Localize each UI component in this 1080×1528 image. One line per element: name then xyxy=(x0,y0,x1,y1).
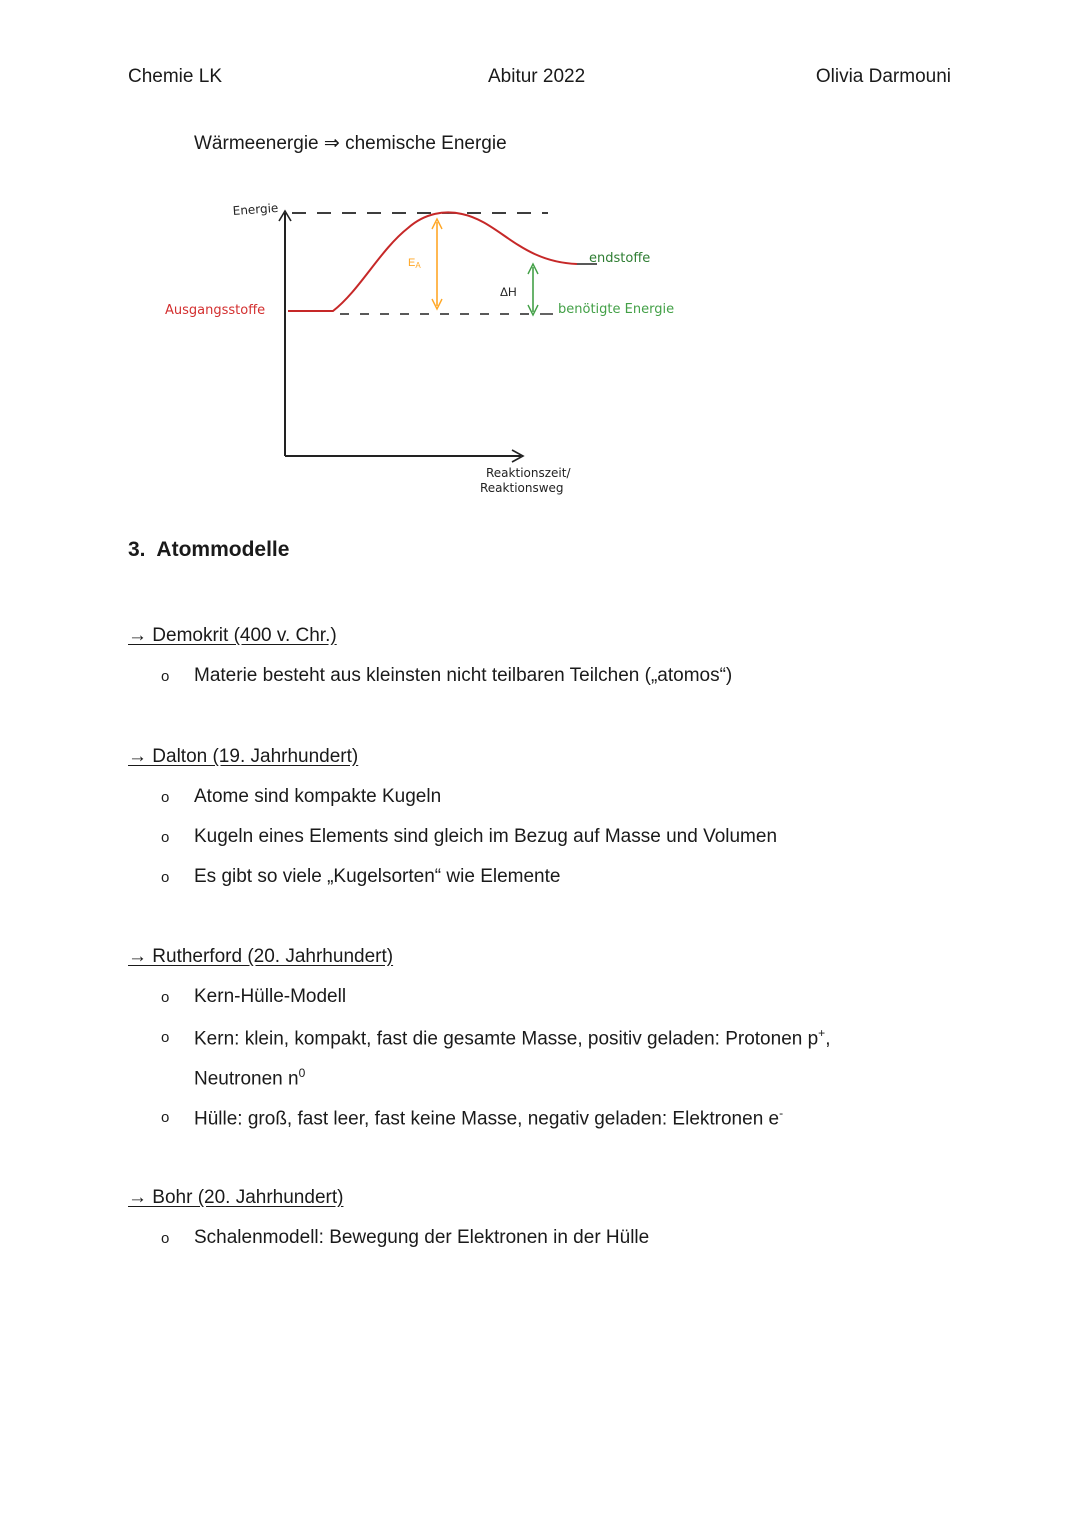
header-exam: Abitur 2022 xyxy=(488,66,586,87)
model-heading-demokrit: → Demokrit (400 v. Chr.) xyxy=(128,625,337,646)
bullet-text-huelle: Hülle: groß, fast leer, fast keine Masse, negativ geladen: Elektronen e- xyxy=(194,1106,784,1130)
section-title: 3. Atommodelle xyxy=(128,538,290,561)
header-author: Olivia Darmouni xyxy=(815,66,951,87)
bullet-text-kern: Kern: klein, kompakt, fast die gesamte Masse, positiv geladen: Protonen p+, xyxy=(194,1026,831,1050)
model-heading-dalton: → Dalton (19. Jahrhundert) xyxy=(128,746,359,767)
required-energy-label: benötigte Energie xyxy=(558,302,675,317)
model-heading-rutherford: → Rutherford (20. Jahrhundert) xyxy=(128,946,394,967)
header-subject: Chemie LK xyxy=(128,66,222,87)
y-axis-label: Energie xyxy=(232,200,279,218)
x-axis-label-line2: Reaktionsweg xyxy=(480,481,564,495)
model-heading-bohr: → Bohr (20. Jahrhundert) xyxy=(128,1187,344,1208)
bullet-text-neutronen: Neutronen $n^0$ xyxy=(194,1066,306,1090)
bullet-marker: o xyxy=(161,789,170,806)
products-label: endstoffe xyxy=(589,251,651,266)
bullet-text: Schalenmodell: Bewegung der Elektronen in der Hülle xyxy=(194,1227,650,1248)
energy-conversion-subtitle: Wärmeenergie ⇒ chemische Energie xyxy=(194,133,507,154)
bullet-marker: o xyxy=(161,829,170,846)
activation-label: EA xyxy=(408,257,421,270)
bullet-text: Kugeln eines Elements sind gleich im Bezug auf Masse und Volumen xyxy=(194,826,778,847)
bullet-text: Materie besteht aus kleinsten nicht teilbaren Teilchen („atomos“) xyxy=(194,665,733,686)
enthalpy-label: ΔH xyxy=(500,285,517,299)
bullet-text: Es gibt so viele „Kugelsorten“ wie Elemente xyxy=(194,866,561,887)
bullet-text: Atome sind kompakte Kugeln xyxy=(194,786,442,807)
reactants-label: Ausgangsstoffe xyxy=(165,303,266,318)
bullet-marker: o xyxy=(161,668,170,685)
x-axis-label-line1: Reaktionszeit/ xyxy=(486,466,571,480)
bullet-marker: o xyxy=(161,869,170,886)
bullet-marker: o xyxy=(161,1109,170,1126)
bullet-text: Kern-Hülle-Modell xyxy=(194,986,347,1007)
bullet-marker: o xyxy=(161,1230,170,1247)
energy-diagram xyxy=(0,0,1080,520)
bullet-marker: o xyxy=(161,1029,170,1046)
bullet-marker: o xyxy=(161,989,170,1006)
